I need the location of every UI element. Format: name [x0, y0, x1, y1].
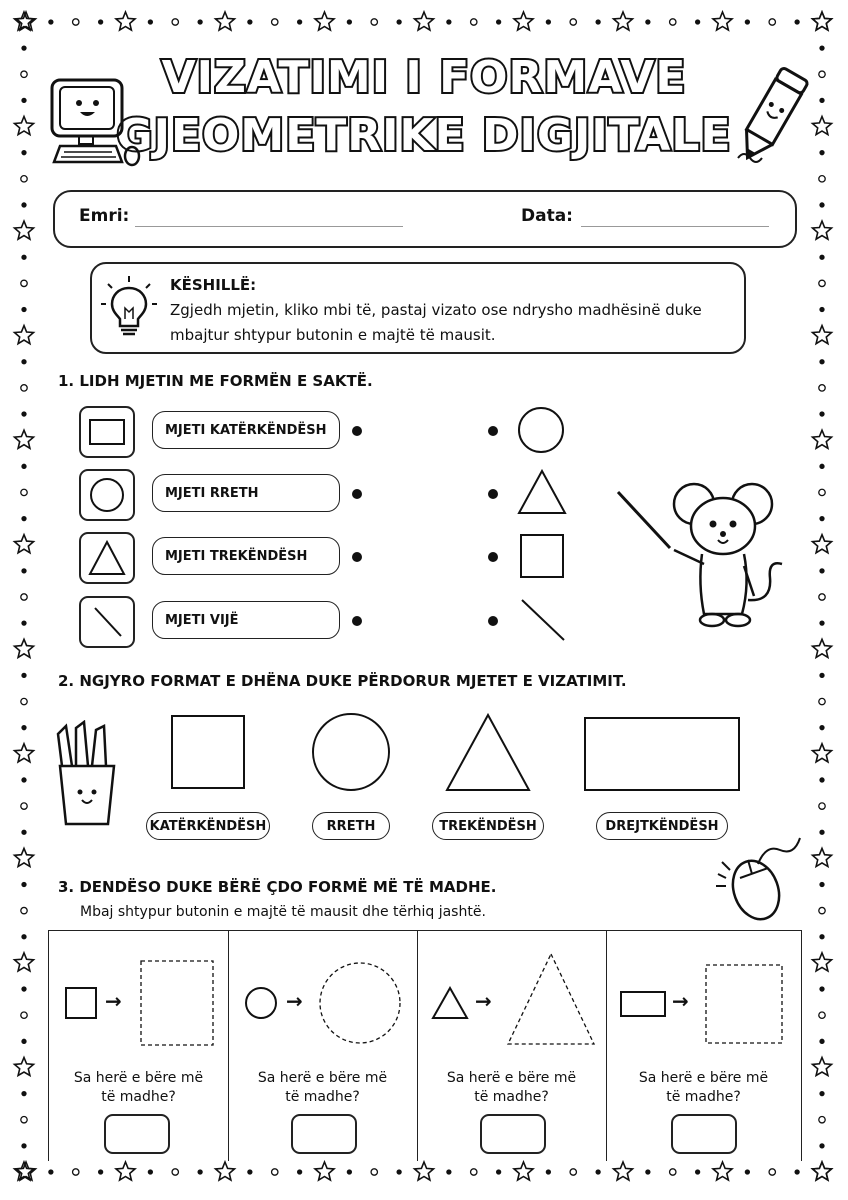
border-star-icon [15, 430, 34, 448]
border-dot [73, 19, 79, 25]
border-star-icon [415, 12, 434, 30]
question-text: Sa herë e bëre më të madhe? [73, 1070, 204, 1105]
line-tool-button[interactable] [79, 596, 135, 648]
border-dot [820, 778, 824, 782]
border-dot [570, 19, 576, 25]
line-icon [81, 598, 133, 646]
border-dot [820, 935, 824, 939]
question-text: Sa herë e bëre më të madhe? [638, 1070, 769, 1105]
title-line-2: GJEOMETRIKE DIGJITALE [116, 110, 732, 161]
border-dot [21, 594, 27, 600]
border-dot [49, 1170, 53, 1174]
border-dot [820, 308, 824, 312]
border-dot [73, 1169, 79, 1175]
border-dot [819, 1117, 825, 1123]
border-dot [820, 46, 824, 50]
border-dot [820, 1039, 824, 1043]
border-dot [546, 1170, 550, 1174]
border-dot [298, 1170, 302, 1174]
dashed-circle-target[interactable] [318, 961, 402, 1045]
border-dot [820, 1092, 824, 1096]
line-shape [518, 596, 568, 644]
rectangle-icon [81, 408, 133, 456]
border-dot [819, 594, 825, 600]
border-dot [820, 987, 824, 991]
border-dot [148, 1170, 152, 1174]
border-dot [820, 203, 824, 207]
border-dot [22, 517, 26, 521]
match-dot-right[interactable] [488, 552, 498, 562]
border-dot [795, 20, 799, 24]
border-dot [22, 883, 26, 887]
circle-coloring-shape[interactable] [311, 712, 391, 792]
section-3-subtitle: Mbaj shtypur butonin e majtë të mausit dhe tërhiq jashtë. [80, 904, 486, 920]
border-star-icon [713, 12, 732, 30]
arrow-icon: → [105, 989, 122, 1013]
match-dot-left[interactable] [352, 552, 362, 562]
border-dot [99, 1170, 103, 1174]
border-dot [820, 673, 824, 677]
border-dot [819, 176, 825, 182]
tip-heading: KËSHILLË: [170, 276, 257, 294]
border-dot [820, 517, 824, 521]
border-dot [272, 1169, 278, 1175]
border-dot [22, 203, 26, 207]
border-dot [819, 803, 825, 809]
question-text: Sa herë e bëre më të madhe? [257, 1070, 388, 1105]
border-dot [646, 20, 650, 24]
border-dot [99, 20, 103, 24]
border-dot [49, 20, 53, 24]
section-1-title: 1. LIDH MJETIN ME FORMËN E SAKTË. [58, 372, 373, 390]
match-dot-right[interactable] [488, 426, 498, 436]
border-star-icon [813, 1162, 832, 1180]
border-star-icon [813, 535, 832, 553]
border-dot [22, 464, 26, 468]
tool-label-triangle: MJETI TREKËNDËSH [152, 537, 340, 575]
resize-practice-grid [48, 930, 802, 1161]
border-dot [696, 20, 700, 24]
border-dot [22, 255, 26, 259]
border-dot [670, 19, 676, 25]
border-dot [769, 19, 775, 25]
border-dot [298, 20, 302, 24]
border-dot [471, 1169, 477, 1175]
match-dot-right[interactable] [488, 616, 498, 626]
border-dot [596, 1170, 600, 1174]
border-star-icon [813, 12, 832, 30]
border-dot [819, 907, 825, 913]
match-dot-left[interactable] [352, 426, 362, 436]
border-star-icon [514, 12, 533, 30]
border-star-icon [315, 12, 334, 30]
small-rectangle-shape [620, 991, 666, 1017]
border-star-icon [415, 1162, 434, 1180]
border-dot [397, 20, 401, 24]
border-dot [820, 621, 824, 625]
border-dot [596, 20, 600, 24]
border-dot [21, 698, 27, 704]
border-dot [21, 280, 27, 286]
border-dot [22, 621, 26, 625]
border-dot [745, 1170, 749, 1174]
border-dot [820, 464, 824, 468]
border-star-icon [813, 221, 832, 239]
pencil-mascot-icon [730, 62, 812, 172]
border-dot [198, 20, 202, 24]
border-dot [497, 1170, 501, 1174]
section-3-title: 3. DENDËSO DUKE BËRË ÇDO FORMË MË TË MADHE. [58, 878, 497, 896]
border-star-icon [713, 1162, 732, 1180]
answer-box[interactable] [671, 1114, 737, 1154]
rectangle-coloring-shape[interactable] [583, 716, 741, 792]
border-dot [22, 569, 26, 573]
border-dot [21, 176, 27, 182]
circle-shape [516, 405, 566, 455]
border-dot [21, 907, 27, 913]
border-dot [347, 20, 351, 24]
border-dot [696, 1170, 700, 1174]
border-star-icon [813, 639, 832, 657]
lightbulb-icon [100, 274, 158, 340]
border-dot [820, 883, 824, 887]
border-dot [795, 1170, 799, 1174]
border-dot [546, 20, 550, 24]
match-dot-right[interactable] [488, 489, 498, 499]
border-star-icon [15, 953, 34, 971]
border-star-icon [15, 326, 34, 344]
border-dot [22, 1039, 26, 1043]
circle-icon [81, 471, 133, 519]
border-dot [22, 308, 26, 312]
date-label: Data: [521, 206, 573, 226]
border-dot [21, 1012, 27, 1018]
computer-mascot-icon [46, 76, 146, 176]
border-star-icon [813, 1058, 832, 1076]
border-star-icon [15, 12, 34, 30]
border-dot [172, 19, 178, 25]
border-star-icon [813, 326, 832, 344]
tip-text: Zgjedh mjetin, kliko mbi të, pastaj vizato ose ndrysho madhësinë duke mbajtur shtypur butonin e majtë të mausit. [170, 301, 702, 344]
border-dot [198, 1170, 202, 1174]
border-dot [820, 412, 824, 416]
border-dot [22, 830, 26, 834]
border-dot [22, 987, 26, 991]
border-dot [820, 255, 824, 259]
tip-box [90, 262, 746, 354]
resize-cell-circle [228, 931, 418, 1161]
border-star-icon [315, 1162, 334, 1180]
triangle-shape [516, 468, 568, 516]
name-date-box [53, 190, 797, 248]
border-star-icon [17, 12, 36, 30]
border-star-icon [15, 1162, 34, 1180]
border-dot [769, 1169, 775, 1175]
border-dot [819, 698, 825, 704]
small-square-shape [65, 987, 97, 1019]
border-star-icon [15, 639, 34, 657]
border-star-icon [116, 1162, 135, 1180]
match-dot-left[interactable] [352, 489, 362, 499]
border-dot [820, 1144, 824, 1148]
border-dot [447, 1170, 451, 1174]
date-field[interactable] [581, 226, 769, 227]
border-dot [447, 20, 451, 24]
border-star-icon [216, 1162, 235, 1180]
border-dot [819, 1012, 825, 1018]
border-dot [819, 280, 825, 286]
small-triangle-shape [431, 986, 469, 1020]
name-field[interactable] [135, 226, 403, 227]
label-circle: RRETH [312, 812, 390, 840]
border-dot [22, 726, 26, 730]
tool-label-line: MJETI VIJË [152, 601, 340, 639]
border-dot [819, 489, 825, 495]
triangle-tool-button[interactable] [79, 532, 135, 584]
label-square: KATËRKËNDËSH [146, 812, 270, 840]
border-star-icon [813, 744, 832, 762]
border-dot [497, 20, 501, 24]
match-dot-left[interactable] [352, 616, 362, 626]
arrow-icon: → [286, 989, 303, 1013]
border-star-icon [614, 12, 633, 30]
title-line-1: VIZATIMI I FORMAVE [161, 52, 687, 103]
arrow-icon: → [475, 989, 492, 1013]
resize-cell-square [49, 931, 229, 1161]
border-star-icon [813, 848, 832, 866]
border-star-icon [15, 744, 34, 762]
resize-cell-triangle [417, 931, 607, 1161]
border-star-icon [15, 221, 34, 239]
tool-label-rectangle: MJETI KATËRKËNDËSH [152, 411, 340, 449]
triangle-coloring-shape[interactable] [444, 712, 532, 792]
border-dot [397, 1170, 401, 1174]
border-star-icon [514, 1162, 533, 1180]
tool-label-circle: MJETI RRETH [152, 474, 340, 512]
border-star-icon [15, 1058, 34, 1076]
answer-box[interactable] [480, 1114, 546, 1154]
border-dot [820, 830, 824, 834]
rectangle-tool-button[interactable] [79, 406, 135, 458]
border-dot [22, 778, 26, 782]
border-dot [745, 20, 749, 24]
border-star-icon [813, 953, 832, 971]
dashed-rectangle-target[interactable] [704, 963, 784, 1045]
border-dot [22, 1092, 26, 1096]
border-star-icon [15, 535, 34, 553]
border-dot [21, 489, 27, 495]
border-dot [371, 19, 377, 25]
border-dot [646, 1170, 650, 1174]
name-label: Emri: [79, 206, 130, 226]
border-star-icon [116, 12, 135, 30]
border-dot [272, 19, 278, 25]
small-circle-shape [244, 986, 278, 1020]
circle-tool-button[interactable] [79, 469, 135, 521]
border-dot [22, 412, 26, 416]
border-dot [21, 803, 27, 809]
border-star-icon [614, 1162, 633, 1180]
border-dot [22, 360, 26, 364]
section-2-title: 2. NGJYRO FORMAT E DHËNA DUKE PËRDORUR MJETET E VIZATIMIT. [58, 672, 627, 690]
triangle-icon [81, 534, 133, 582]
border-dot [248, 20, 252, 24]
border-dot [248, 1170, 252, 1174]
border-star-icon [813, 1162, 832, 1180]
answer-box[interactable] [291, 1114, 357, 1154]
border-star-icon [216, 12, 235, 30]
answer-box[interactable] [104, 1114, 170, 1154]
border-dot [172, 1169, 178, 1175]
border-dot [820, 360, 824, 364]
dashed-triangle-target[interactable] [505, 951, 597, 1047]
border-dot [22, 1144, 26, 1148]
border-dot [570, 1169, 576, 1175]
pencil-cup-icon [52, 720, 122, 830]
computer-mouse-icon [710, 834, 810, 924]
border-dot [21, 1117, 27, 1123]
mouse-character-icon [612, 474, 792, 634]
square-shape [518, 532, 566, 580]
border-dot [820, 569, 824, 573]
border-dot [22, 673, 26, 677]
border-dot [22, 935, 26, 939]
border-star-icon [813, 430, 832, 448]
resize-cell-rectangle [606, 931, 801, 1161]
border-star-icon [15, 848, 34, 866]
border-dot [22, 46, 26, 50]
arrow-icon: → [672, 989, 689, 1013]
border-dot [21, 385, 27, 391]
border-dot [820, 726, 824, 730]
border-dot [471, 19, 477, 25]
label-triangle: TREKËNDËSH [432, 812, 544, 840]
border-dot [670, 1169, 676, 1175]
border-dot [347, 1170, 351, 1174]
label-rectangle: DREJTKËNDËSH [596, 812, 728, 840]
question-text: Sa herë e bëre më të madhe? [446, 1070, 577, 1105]
border-star-icon [17, 1162, 36, 1180]
border-dot [819, 385, 825, 391]
dashed-square-target[interactable] [139, 959, 215, 1047]
border-dot [148, 20, 152, 24]
square-coloring-shape[interactable] [170, 714, 246, 790]
border-dot [371, 1169, 377, 1175]
border-star-icon [813, 12, 832, 30]
